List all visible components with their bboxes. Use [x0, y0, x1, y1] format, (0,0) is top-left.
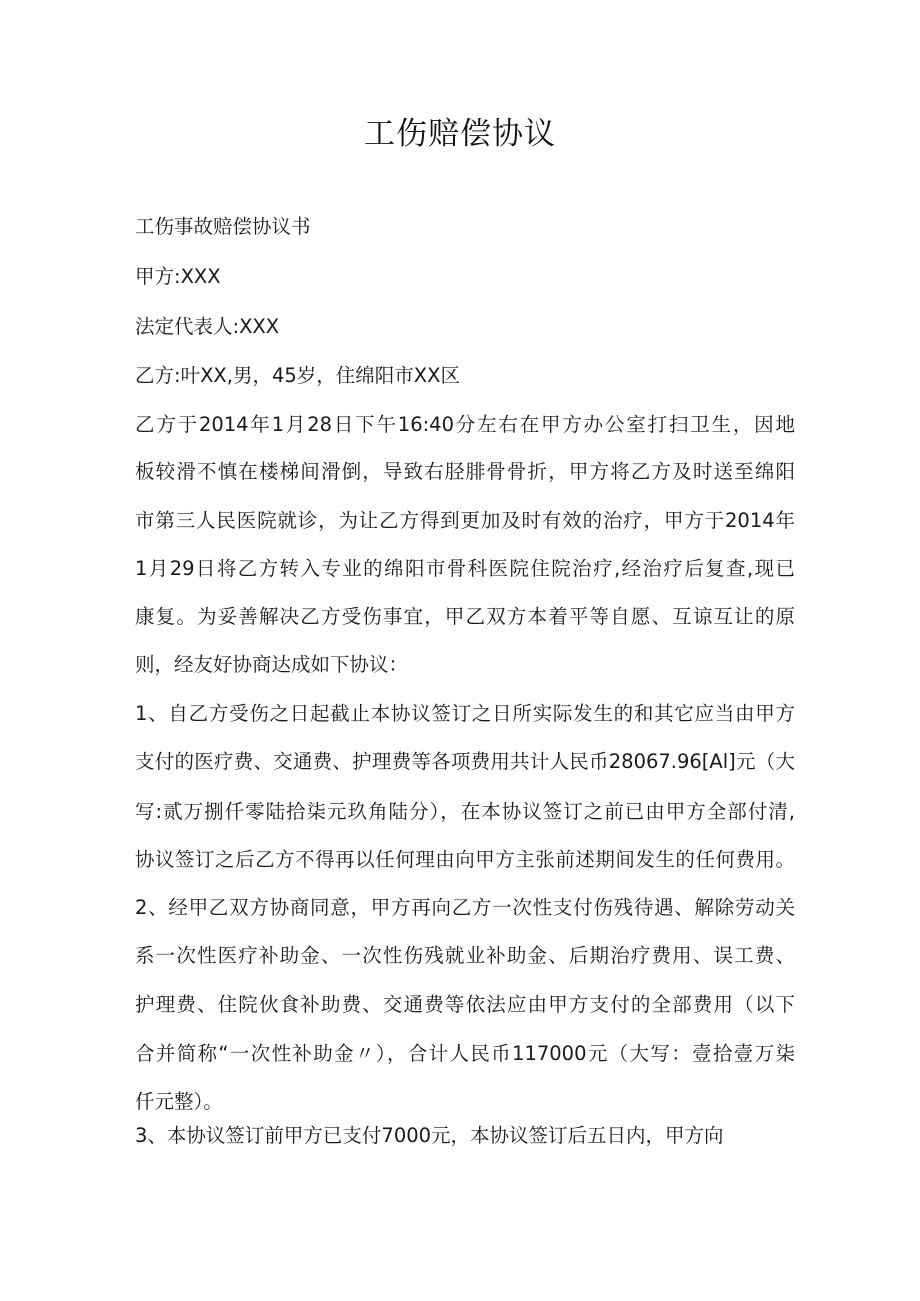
clause-1-line: 1、自乙方受伤之日起截止本协议签订之日所实际发生的和其它应当由甲方: [135, 702, 795, 725]
paragraph-line: 则，经友好协商达成如下协议：: [135, 653, 409, 676]
clause-1-line: 协议签订之后乙方不得再以任何理由向甲方主张前述期间发生的任何费用。: [135, 848, 795, 871]
paragraph-line: 市第三人民医院就诊，为让乙方得到更加及时有效的治疗，甲方于2014年: [135, 509, 795, 532]
subtitle-line: 工伤事故赔偿协议书: [135, 215, 311, 238]
document-title: 工伤赔偿协议: [364, 116, 556, 152]
clause-1-line: 写:贰万捌仟零陆拾柒元玖角陆分），在本协议签订之前已由甲方全部付清,: [135, 800, 795, 823]
clause-1-line: 支付的医疗费、交通费、护理费等各项费用共计人民币28067.96[Al]元（大: [135, 750, 795, 773]
paragraph-line: 康复。为妥善解决乙方受伤事宜，甲乙双方本着平等自愿、互谅互让的原: [135, 605, 795, 628]
clause-3-line: 3、本协议签订前甲方已支付7000元，本协议签订后五日内，甲方向: [135, 1124, 724, 1147]
legal-representative-line: 法定代表人:XXX: [135, 315, 280, 338]
paragraph-line: 乙方于2014年1月28日下午16:40分左右在甲方办公室打扫卫生，因地: [135, 413, 795, 436]
clause-2-line: 系一次性医疗补助金、一次性伤残就业补助金、后期治疗费用、误工费、: [135, 944, 795, 967]
clause-2-line: 2、经甲乙双方协商同意，甲方再向乙方一次性支付伤残待遇、解除劳动关: [135, 896, 795, 919]
party-b-line: 乙方:叶XX,男，45岁，住绵阳市XX区: [135, 364, 461, 387]
clause-2-line: 合并简称“一次性补助金〃），合计人民币117000元（大写：壹拾壹万柒: [135, 1042, 795, 1065]
paragraph-line: 板较滑不慎在楼梯间滑倒，导致右胫腓骨骨折，甲方将乙方及时送至绵阳: [135, 460, 795, 483]
paragraph-line: 1月29日将乙方转入专业的绵阳市骨科医院住院治疗,经治疗后复查,现已: [135, 557, 795, 580]
clause-2-line: 护理费、住院伙食补助费、交通费等依法应由甲方支付的全部费用（以下: [135, 993, 795, 1016]
clause-2-line: 仟元整）。: [135, 1090, 223, 1113]
party-a-line: 甲方:XXX: [135, 265, 221, 288]
